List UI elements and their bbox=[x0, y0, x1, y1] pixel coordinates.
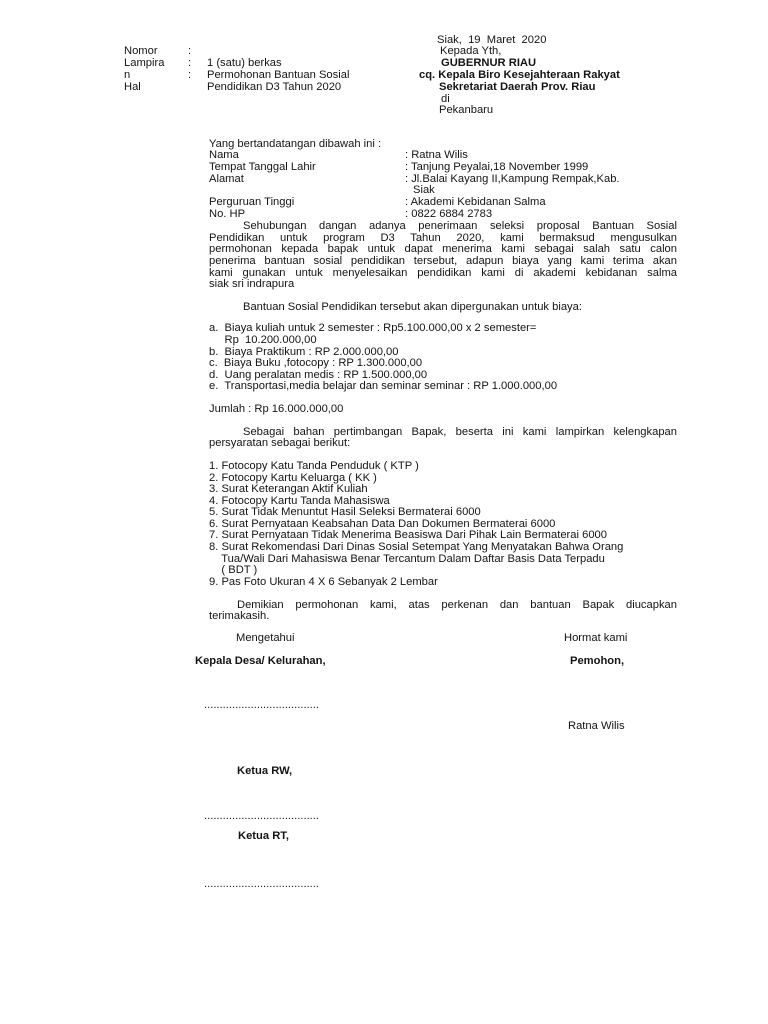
recipient-cq: cq. Kepala Biro Kesejahteraan Rakyat bbox=[419, 69, 620, 81]
attachment-item: 4. Fotocopy Kartu Tanda Mahasiswa bbox=[209, 495, 390, 507]
ketua-rw-label: Ketua RW, bbox=[237, 765, 293, 777]
nomor-label: Nomor bbox=[124, 45, 158, 57]
paragraph-attachments-intro: Sebagai bahan pertimbangan Bapak, beserta ini kami lampirkan kelengkapan bbox=[243, 426, 677, 438]
cost-item: Rp 10.200.000,00 bbox=[209, 334, 317, 346]
signature-line-ketua-rt: ..................................... bbox=[204, 878, 320, 890]
identity-value: Siak bbox=[413, 184, 435, 196]
attachment-item: ( BDT ) bbox=[209, 564, 258, 576]
intro-text: Yang bertandatangan dibawah ini : bbox=[209, 138, 382, 150]
cost-total: Jumlah : Rp 16.000.000,00 bbox=[209, 403, 344, 415]
hal-label: Hal bbox=[124, 81, 141, 93]
attachment-item: 2. Fotocopy Kartu Keluarga ( KK ) bbox=[209, 472, 377, 484]
cost-item: d. Uang peralatan medis : RP 1.500.000,00 bbox=[209, 369, 428, 381]
cost-item: e. Transportasi,media belajar dan seminar seminar : RP 1.000.000,00 bbox=[209, 380, 558, 392]
cost-item: b. Biaya Praktikum : RP 2.000.000,00 bbox=[209, 346, 399, 358]
identity-value: : 0822 6884 2783 bbox=[405, 208, 493, 220]
closing-paragraph: Demikian permohonan kami, atas perkenan dan bantuan Bapak diucapkan bbox=[237, 599, 677, 611]
recipient-city: Pekanbaru bbox=[439, 104, 494, 116]
identity-value: : Tanjung Peyalai,18 November 1999 bbox=[405, 161, 589, 173]
recipient-office: Sekretariat Daerah Prov. Riau bbox=[439, 81, 596, 93]
lampiran-label: Lampira bbox=[124, 57, 165, 69]
attachment-item: 1. Fotocopy Katu Tanda Penduduk ( KTP ) bbox=[209, 460, 419, 472]
signature-line-kepala-desa: ..................................... bbox=[204, 699, 320, 711]
hal-value-line2: Pendidikan D3 Tahun 2020 bbox=[207, 81, 342, 93]
attachment-item: 7. Surat Pernyataan Tidak Menerima Beasiswa Dari Pihak Lain Bermaterai 6000 bbox=[209, 529, 607, 541]
recipient-kepada: Kepada Yth, bbox=[440, 45, 502, 57]
lampiran-colon: : bbox=[188, 57, 192, 69]
hormat-kami-label: Hormat kami bbox=[564, 632, 628, 644]
nomor-colon: : bbox=[188, 45, 192, 57]
paragraph-usage: Bantuan Sosial Pendidikan tersebut akan dipergunakan untuk biaya: bbox=[243, 301, 582, 313]
mengetahui-label: Mengetahui bbox=[236, 632, 295, 644]
cost-item: c. Biaya Buku ,fotocopy : RP 1.300.000,00 bbox=[209, 357, 423, 369]
paragraph-attachments-intro: persyaratan sebagai berikut: bbox=[209, 437, 351, 449]
signature-line-ketua-rw: ..................................... bbox=[204, 810, 320, 822]
kepala-desa-label: Kepala Desa/ Kelurahan, bbox=[195, 655, 326, 667]
pemohon-label: Pemohon, bbox=[570, 655, 625, 667]
identity-label: Tempat Tanggal Lahir bbox=[209, 161, 316, 173]
paragraph-line: Pendidikan untuk program D3 Tahun 2020, kami bermaksud mengusulkan bbox=[209, 232, 677, 244]
attachment-item: Tua/Wali Dari Mahasiswa Benar Tercantum Dalam Daftar Basis Data Terpadu bbox=[209, 553, 605, 565]
hal-value-line1: Permohonan Bantuan Sosial bbox=[207, 69, 350, 81]
lampiran-value: 1 (satu) berkas bbox=[207, 57, 282, 69]
identity-label: Alamat bbox=[209, 173, 244, 185]
closing-paragraph: terimakasih. bbox=[209, 610, 270, 622]
recipient-name: GUBERNUR RIAU bbox=[441, 57, 537, 69]
paragraph-line: penerima bantuan sosial pendidikan tersebut, adapun biaya yang kami terima akan bbox=[209, 255, 677, 267]
applicant-name: Ratna Wilis bbox=[568, 720, 625, 732]
paragraph-line: siak sri indrapura bbox=[209, 278, 295, 290]
identity-label: Perguruan Tinggi bbox=[209, 196, 295, 208]
attachment-item: 6. Surat Pernyataan Keabsahan Data Dan Dokumen Bermaterai 6000 bbox=[209, 518, 556, 530]
hal-colon: : bbox=[188, 69, 192, 81]
ketua-rt-label: Ketua RT, bbox=[238, 830, 289, 842]
recipient-di: di bbox=[441, 93, 450, 105]
identity-label: Nama bbox=[209, 149, 239, 161]
attachment-item: 3. Surat Keterangan Aktif Kuliah bbox=[209, 483, 368, 495]
identity-label: No. HP bbox=[209, 208, 246, 220]
identity-value: : Akademi Kebidanan Salma bbox=[405, 196, 546, 208]
cost-item: a. Biaya kuliah untuk 2 semester : Rp5.100.000,00 x 2 semester= bbox=[209, 322, 537, 334]
paragraph-line: permohonan kepada bapak untuk dapat menerima kami sebagai salah satu calon bbox=[209, 243, 677, 255]
attachment-item: 5. Surat Tidak Menuntut Hasil Seleksi Bermaterai 6000 bbox=[209, 506, 481, 518]
letter-date: Siak, 19 Maret 2020 bbox=[437, 34, 547, 46]
attachment-item: 9. Pas Foto Ukuran 4 X 6 Sebanyak 2 Lembar bbox=[209, 576, 438, 588]
paragraph-line: kami gunakan untuk menyelesaikan pendidikan kami di akademi kebidanan salma bbox=[209, 267, 677, 279]
attachment-item: 8. Surat Rekomendasi Dari Dinas Sosial Setempat Yang Menyatakan Bahwa Orang bbox=[209, 541, 624, 553]
paragraph-line: Sehubungan dangan adanya penerimaan seleksi proposal Bantuan Sosial bbox=[243, 220, 677, 232]
identity-value: : Ratna Wilis bbox=[405, 149, 468, 161]
lampiran-label-wrap: n bbox=[124, 69, 131, 81]
identity-value: : Jl.Balai Kayang II,Kampung Rempak,Kab. bbox=[405, 173, 620, 185]
